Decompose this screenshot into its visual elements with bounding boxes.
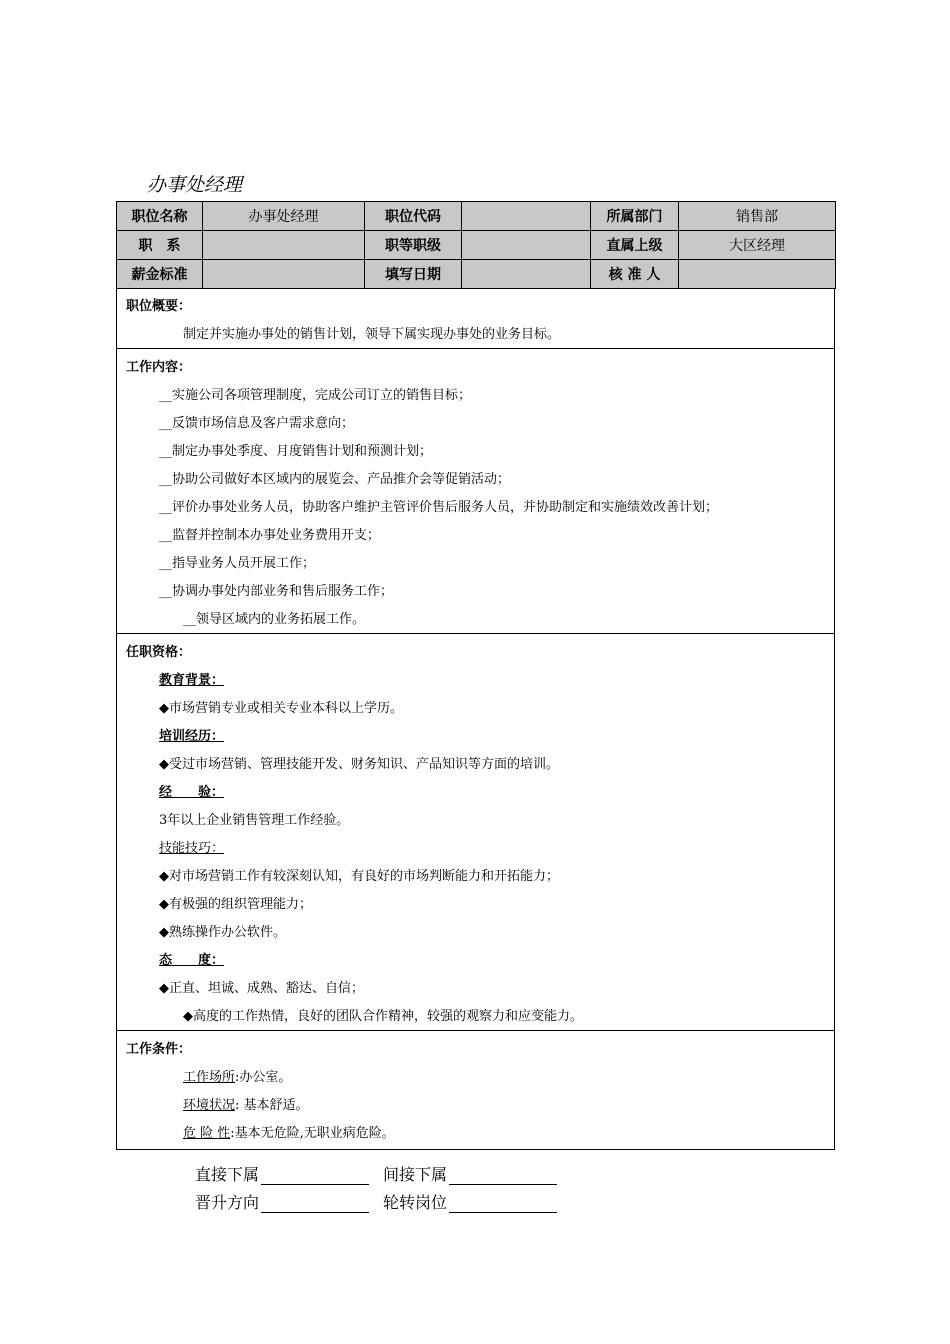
experience-label: 经 验： (159, 785, 225, 800)
skill-item: ◆对市场营销工作有较深刻认知，有良好的市场判断能力和开拓能力； (159, 869, 559, 884)
header-row (117, 202, 836, 231)
value-supervisor: 大区经理 (679, 231, 836, 260)
indirect-reports-blank[interactable] (449, 1168, 557, 1185)
duty-item: __协调办事处内部业务和售后服务工作； (159, 584, 394, 599)
skill-item: ◆熟练操作办公软件。 (159, 925, 286, 940)
label-job-family: 职 系 (117, 231, 203, 260)
education-label: 教育背景： (159, 673, 225, 688)
value-grade (462, 231, 591, 260)
training-text: ◆受过市场营销、管理技能开发、财务知识、产品知识等方面的培训。 (159, 757, 559, 772)
label-fill-date: 填写日期 (365, 260, 462, 289)
condition-label: 危 险 性 (183, 1126, 231, 1141)
duties-section (116, 348, 835, 634)
attitude-item: ◆正直、坦诚、成熟、豁达、自信； (159, 981, 364, 996)
overview-text: 制定并实施办事处的销售计划，领导下属实现办事处的业务目标。 (183, 327, 561, 342)
conditions-heading: 工作条件： (126, 1042, 192, 1057)
duty-item: __领导区域内的业务拓展工作。 (183, 612, 366, 627)
indirect-reports-label: 间接下属 (383, 1165, 448, 1184)
promotion-path-label: 晋升方向 (195, 1193, 260, 1212)
duty-item: __评价办事处业务人员，协助客户维护主管评价售后服务人员，并协助制定和实施绩效改善计划； (159, 500, 719, 515)
conditions-section (116, 1030, 835, 1150)
direct-reports-field (195, 1162, 369, 1185)
qualifications-heading: 任职资格： (126, 645, 192, 660)
page-title: 办事处经理 (147, 174, 243, 196)
duty-item: __反馈市场信息及客户需求意向； (159, 416, 355, 431)
condition-label: 环境状况 (183, 1098, 236, 1113)
skills-label: 技能技巧： (159, 841, 225, 856)
label-salary: 薪金标准 (117, 260, 203, 289)
experience-text: 3年以上企业销售管理工作经验。 (159, 813, 350, 828)
condition-item (183, 1094, 309, 1113)
label-supervisor: 直属上级 (591, 231, 679, 260)
condition-item (183, 1122, 395, 1141)
header-row (117, 260, 836, 289)
overview-section (116, 289, 835, 349)
value-position-code (462, 202, 591, 231)
label-position-code: 职位代码 (365, 202, 462, 231)
rotation-blank[interactable] (449, 1196, 557, 1213)
condition-value: : 基本舒适。 (235, 1098, 309, 1113)
condition-item (183, 1066, 291, 1085)
value-job-family (203, 231, 365, 260)
condition-value: :办公室。 (235, 1070, 292, 1085)
value-salary (203, 260, 365, 289)
label-approver: 核 准 人 (591, 260, 679, 289)
indirect-reports-field (383, 1162, 557, 1185)
duty-item: __监督并控制本办事处业务费用开支； (159, 528, 381, 543)
rotation-label: 轮转岗位 (383, 1193, 448, 1212)
attitude-label: 态 度： (159, 953, 225, 968)
training-label: 培训经历： (159, 729, 225, 744)
duty-item: __指导业务人员开展工作； (159, 556, 316, 571)
value-approver (679, 260, 836, 289)
attitude-item: ◆高度的工作热情，良好的团队合作精神，较强的观察力和应变能力。 (183, 1009, 583, 1024)
value-department: 销售部 (679, 202, 836, 231)
qualifications-section (116, 633, 835, 1031)
duty-item: __协助公司做好本区域内的展览会、产品推介会等促销活动； (159, 472, 511, 487)
duty-item: __制定办事处季度、月度销售计划和预测计划； (159, 444, 433, 459)
label-grade: 职等职级 (365, 231, 462, 260)
duty-item: __实施公司各项管理制度，完成公司订立的销售目标； (159, 388, 472, 403)
promotion-path-blank[interactable] (261, 1196, 369, 1213)
promotion-path-field (195, 1190, 369, 1213)
value-position-name: 办事处经理 (203, 202, 365, 231)
label-position-name: 职位名称 (117, 202, 203, 231)
rotation-field (383, 1190, 557, 1213)
overview-heading: 职位概要： (126, 299, 192, 314)
skill-item: ◆有极强的组织管理能力； (159, 897, 312, 912)
value-fill-date (462, 260, 591, 289)
header-row (117, 231, 836, 260)
header-table (116, 201, 836, 289)
label-department: 所属部门 (591, 202, 679, 231)
duties-heading: 工作内容： (126, 360, 192, 375)
condition-label: 工作场所 (183, 1070, 236, 1085)
direct-reports-label: 直接下属 (195, 1165, 260, 1184)
condition-value: :基本无危险,无职业病危险。 (230, 1126, 395, 1141)
education-text: ◆市场营销专业或相关专业本科以上学历。 (159, 701, 403, 716)
direct-reports-blank[interactable] (261, 1168, 369, 1185)
